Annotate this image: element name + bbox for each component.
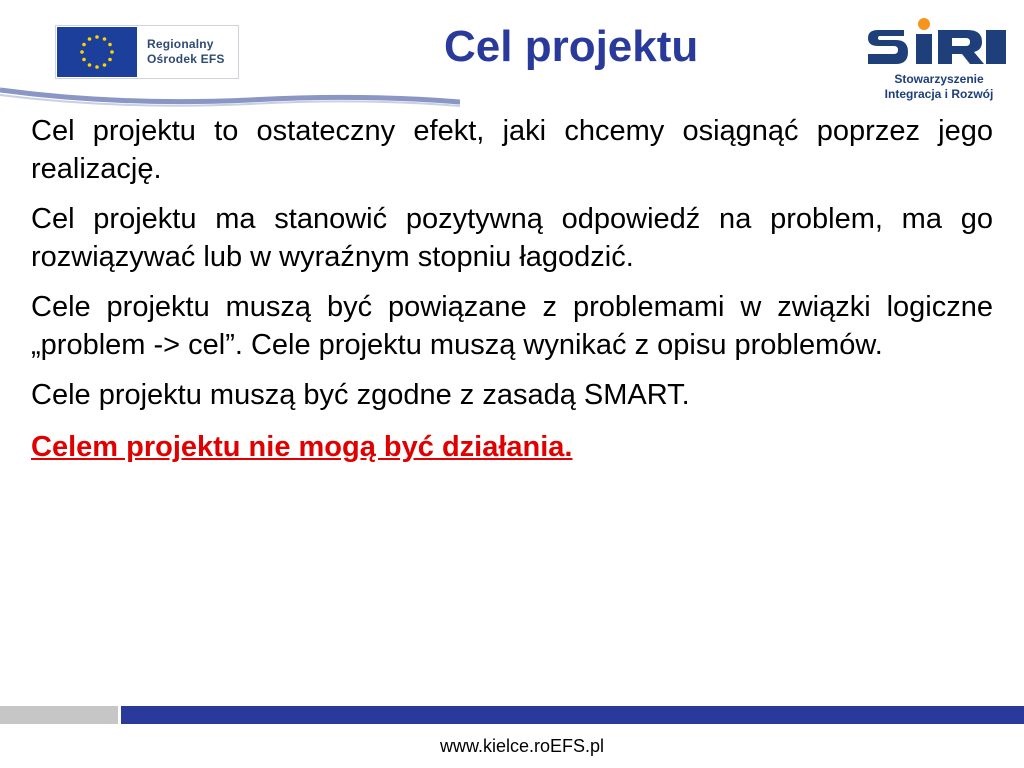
eu-flag-icon (57, 27, 137, 77)
efs-logo-text (147, 37, 225, 67)
sir-subtitle-line2: Integracja i Rozwój (884, 87, 994, 101)
paragraph-3: Cele projektu muszą być powiązane z problemami w związki logiczne „problem -> cel”. Cele projektu muszą wynikać z opisu problemów. (31, 291, 993, 361)
footer-bar-grey (0, 706, 118, 724)
sir-subtitle (866, 72, 1012, 102)
efs-logo-line1: Regionalny (147, 37, 214, 51)
paragraph-4: Cele projektu muszą być zgodne z zasadą SMART. (31, 379, 690, 411)
footer-url: www.kielce.roEFS.pl (439, 736, 605, 756)
paragraph-2: Cel projektu ma stanowić pozytywną odpowiedź na problem, ma go rozwiązywać lub w wyraźnym stopniu łagodzić. (31, 203, 993, 273)
footer-bar-blue (121, 706, 1024, 724)
slide-content (31, 112, 993, 478)
sir-subtitle-line1: Stowarzyszenie (894, 72, 984, 86)
page-title: Cel projektu (444, 22, 699, 71)
highlight-statement: Celem projektu nie mogą być działania. (31, 431, 573, 463)
efs-logo (55, 25, 239, 79)
paragraph-1: Cel projektu to ostateczny efekt, jaki chcemy osiągnąć poprzez jego realizację. (31, 115, 993, 185)
efs-logo-line2: Ośrodek EFS (147, 52, 225, 66)
